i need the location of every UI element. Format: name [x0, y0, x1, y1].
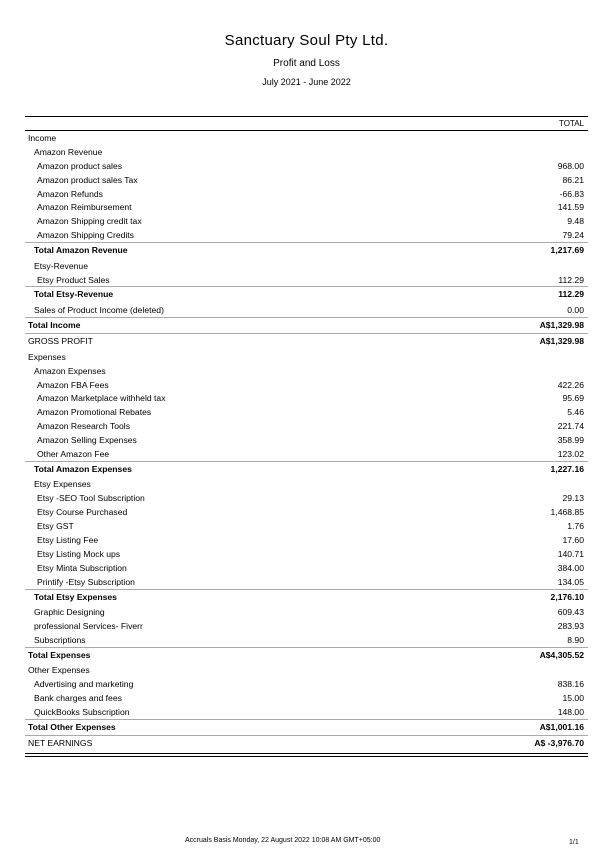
section-header-row — [25, 350, 588, 364]
row-value: 123.02 — [557, 449, 584, 460]
row-label: Advertising and marketing — [34, 679, 134, 690]
table-row — [25, 735, 588, 751]
row-label: Etsy -SEO Tool Subscription — [37, 493, 145, 504]
row-value: 9.48 — [567, 216, 584, 227]
row-label: Total Amazon Expenses — [34, 463, 132, 474]
row-label: professional Services- Fiverr — [34, 620, 143, 631]
column-header-total: TOTAL — [25, 117, 588, 131]
table-row — [25, 633, 588, 647]
row-label: Amazon Reimbursement — [37, 202, 132, 213]
table-row — [25, 391, 588, 405]
table-row — [25, 677, 588, 691]
table-row — [25, 691, 588, 705]
table-row — [25, 561, 588, 575]
row-label: Amazon product sales — [37, 160, 123, 171]
row-label: Total Etsy Expenses — [34, 591, 117, 602]
row-label: Sales of Product Income (deleted) — [34, 304, 164, 315]
row-value: 148.00 — [557, 706, 584, 717]
row-value: 1,217.69 — [550, 245, 584, 256]
row-label: Subscriptions — [34, 634, 86, 645]
row-label: Etsy Product Sales — [37, 274, 110, 285]
report-title: Profit and Loss — [273, 58, 340, 69]
table-row — [25, 159, 588, 173]
row-value: 112.29 — [558, 289, 584, 300]
section-header-row — [25, 364, 588, 378]
table-row — [25, 419, 588, 433]
row-value: 1,468.85 — [550, 507, 584, 518]
profit-loss-table — [25, 116, 588, 757]
page-number: 1/1 — [569, 839, 579, 846]
row-value: 358.99 — [557, 435, 584, 446]
row-label: Total Other Expenses — [28, 721, 116, 732]
total-row — [25, 589, 588, 606]
row-value: 2,176.10 — [550, 591, 584, 602]
section-header-row — [25, 145, 588, 159]
row-label: Etsy GST — [37, 521, 74, 532]
row-label: Other Amazon Fee — [37, 449, 110, 460]
table-row — [25, 273, 588, 287]
total-row — [25, 286, 588, 303]
row-label: Income — [28, 133, 57, 143]
row-value: 838.16 — [557, 679, 584, 690]
row-value: A$1,329.98 — [539, 319, 584, 330]
row-label: Etsy Expenses — [34, 479, 91, 490]
total-row — [25, 719, 588, 736]
table-row — [25, 378, 588, 392]
row-value: 29.13 — [562, 493, 584, 504]
row-label: Other Expenses — [28, 665, 90, 676]
footer-basis: Accruals Basis Monday, 22 August 2022 10:08 AM GMT+05:00 — [185, 837, 381, 844]
row-label: Printify -Etsy Subscription — [37, 576, 135, 587]
row-label: Amazon Shipping credit tax — [37, 216, 142, 227]
row-value: 0.00 — [567, 304, 584, 315]
row-label: Amazon Shipping Credits — [37, 230, 134, 241]
row-label: Amazon Refunds — [37, 188, 103, 199]
row-label: Expenses — [28, 351, 66, 362]
section-header-row — [25, 259, 588, 273]
row-value: 140.71 — [557, 548, 584, 559]
table-row — [25, 173, 588, 187]
row-label: NET EARNINGS — [28, 738, 93, 749]
company-name: Sanctuary Soul Pty Ltd. — [224, 32, 389, 49]
table-row — [25, 200, 588, 214]
table-body — [25, 131, 588, 751]
row-value: 283.93 — [557, 620, 584, 631]
row-label: Amazon Expenses — [34, 365, 106, 376]
row-value: 8.90 — [567, 634, 584, 645]
row-value: 134.05 — [557, 576, 584, 587]
table-row — [25, 605, 588, 619]
row-label: Etsy Listing Mock ups — [37, 548, 121, 559]
row-value: 1.76 — [567, 521, 584, 532]
table-row — [25, 187, 588, 201]
row-value: A$ -3,976.70 — [534, 738, 584, 749]
row-value: 95.69 — [562, 393, 584, 404]
table-row — [25, 214, 588, 228]
double-rule — [25, 753, 588, 757]
row-label: Graphic Designing — [34, 607, 105, 618]
row-label: Amazon Marketplace withheld tax — [37, 393, 166, 404]
row-value: A$4,305.52 — [539, 649, 584, 660]
row-value: 422.26 — [557, 379, 584, 390]
table-row — [25, 619, 588, 633]
row-label: Etsy-Revenue — [34, 260, 88, 271]
table-row — [25, 303, 588, 317]
row-label: Etsy Course Purchased — [37, 507, 128, 518]
row-label: Amazon Research Tools — [37, 421, 130, 432]
row-label: GROSS PROFIT — [28, 336, 93, 347]
row-label: Etsy Minta Subscription — [37, 562, 127, 573]
section-header-row — [25, 477, 588, 491]
row-value: 5.46 — [567, 407, 584, 418]
row-label: QuickBooks Subscription — [34, 706, 130, 717]
table-row — [25, 333, 588, 350]
total-row — [25, 242, 588, 259]
table-row — [25, 519, 588, 533]
row-value: 79.24 — [562, 230, 584, 241]
row-value: -66.83 — [559, 188, 584, 199]
section-header-row — [25, 663, 588, 677]
row-label: Bank charges and fees — [34, 693, 122, 703]
row-label: Amazon FBA Fees — [37, 379, 109, 390]
table-row — [25, 547, 588, 561]
table-row — [25, 447, 588, 461]
table-row — [25, 575, 588, 589]
row-label: Total Etsy-Revenue — [34, 289, 114, 300]
row-value: A$1,001.16 — [539, 721, 584, 732]
total-row — [25, 647, 588, 664]
row-label: Amazon Revenue — [34, 146, 103, 157]
table-row — [25, 228, 588, 242]
report-period: July 2021 - June 2022 — [262, 77, 351, 87]
section-header-row — [25, 131, 588, 145]
row-label: Total Amazon Revenue — [34, 245, 128, 256]
row-value: A$1,329.98 — [539, 336, 584, 347]
table-row — [25, 491, 588, 505]
row-label: Total Expenses — [28, 649, 91, 660]
row-value: 17.60 — [562, 534, 584, 545]
table-row — [25, 505, 588, 519]
row-label: Amazon Promotional Rebates — [37, 407, 152, 418]
total-row — [25, 461, 588, 478]
row-value: 112.29 — [558, 274, 584, 285]
row-label: Total Income — [28, 319, 81, 330]
table-row — [25, 533, 588, 547]
row-label: Etsy Listing Fee — [37, 534, 99, 545]
row-value: 384.00 — [557, 562, 584, 573]
row-value: 1,227.16 — [550, 463, 584, 474]
table-row — [25, 405, 588, 419]
row-value: 141.59 — [557, 202, 584, 213]
table-row — [25, 433, 588, 447]
row-value: 609.43 — [557, 607, 584, 618]
row-label: Amazon product sales Tax — [37, 174, 138, 185]
row-value: 86.21 — [562, 174, 584, 185]
total-row — [25, 317, 588, 334]
row-value: 221.74 — [557, 421, 584, 432]
table-row — [25, 705, 588, 719]
row-value: 968.00 — [557, 160, 584, 171]
row-value: 15.00 — [562, 693, 584, 703]
row-label: Amazon Selling Expenses — [37, 435, 137, 446]
